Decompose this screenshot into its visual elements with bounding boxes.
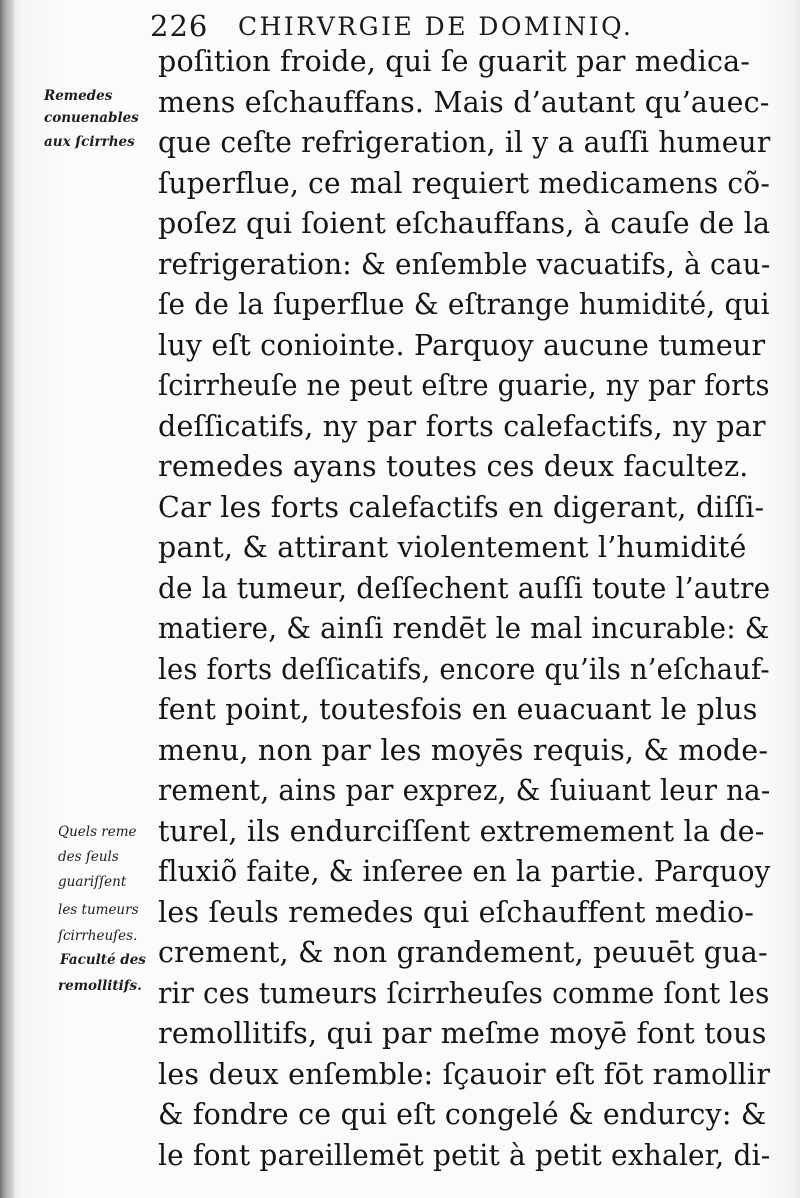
text-line: rir ces tumeurs ſcirrheuſes comme ſont les [158, 976, 770, 1010]
margin-note-line: ſcirrheuſes. [58, 928, 138, 944]
text-line: remollitifs, qui par meſme moyē font tous [158, 1017, 767, 1050]
text-line: menu, non par les moyēs requis, & mode- [158, 733, 769, 767]
text-line: ſuperflue, ce mal requiert medicamens cõ- [158, 166, 770, 200]
text-line: refrigeration: & enſemble vacuatifs, à cau- [158, 247, 771, 281]
margin-note-line: Remedes [44, 88, 113, 104]
text-line: poſez qui ſoient eſchauffans, à cauſe de la [158, 207, 771, 240]
margin-note-line: guariſſent [58, 874, 127, 890]
text-line: turel, ils endurciſſent extremement la de- [158, 814, 765, 848]
text-line: luy eſt coniointe. Parquoy aucune tumeur [158, 328, 766, 362]
margin-note-line: aux ſcirrhes [44, 134, 135, 150]
text-line: rement, ains par exprez, & ſuiuant leur na- [158, 774, 771, 807]
body-text [158, 42, 770, 1176]
text-line: mens eſchauffans. Mais d’autant qu’auec- [158, 85, 770, 119]
text-line: ſe de la ſuperflue & eſtrange humidité, qui [158, 288, 770, 321]
text-line: & fondre ce qui eſt congelé & endurcy: & [158, 1098, 767, 1131]
margin-note-line: des ſeuls [58, 849, 119, 865]
text-line: deſſicatifs, ny par forts calefactifs, ny par [158, 409, 766, 443]
text-line: fluxiõ faite, & inſeree en la partie. Parquoy [158, 855, 771, 888]
text-line: pant, & attirant violentement l’humidité [158, 531, 747, 564]
margin-note-line: conuenables [44, 110, 139, 126]
text-line: les forts deſſicatifs, encore qu’ils n’eſchauf- [158, 652, 770, 686]
text-line: poſition froide, qui ſe guarit par medica- [158, 45, 751, 78]
text-line: que ceſte refrigeration, il y a auſſi humeur [158, 126, 771, 159]
margin-note-line: remollitifs. [58, 978, 142, 994]
margin-note-line: Quels reme [58, 824, 137, 840]
text-line: le font pareillemēt petit à petit exhaler, di- [158, 1138, 771, 1172]
page-number: 226 [150, 9, 209, 43]
margin-note-line: Faculté des [60, 952, 146, 968]
text-line: crement, & non grandement, peuuēt gua- [158, 936, 768, 969]
page-gutter-shadow [0, 0, 14, 1198]
text-line: matiere, & ainſi rendēt le mal incurable: & [158, 612, 770, 645]
text-line: ſcirrheuſe ne peut eſtre guarie, ny par forts [158, 369, 770, 402]
text-line: Car les forts calefactifs en digerant, diſſi- [158, 490, 765, 524]
text-line: remedes ayans toutes ces deux facultez. [158, 450, 749, 483]
text-line: les deux enſemble: ſçauoir eſt fōt ramollir [158, 1057, 771, 1091]
margin-note-line: les tumeurs [58, 902, 139, 918]
text-line: fent point, toutesfois en euacuant le plus [158, 693, 758, 726]
running-title: CHIRVRGIE DE DOMINIQ. [238, 12, 634, 41]
text-line: les ſeuls remedes qui eſchauffent medio- [158, 895, 755, 929]
page-header [150, 6, 770, 46]
text-line: de la tumeur, deſſechent auſſi toute l’autre [158, 571, 771, 605]
